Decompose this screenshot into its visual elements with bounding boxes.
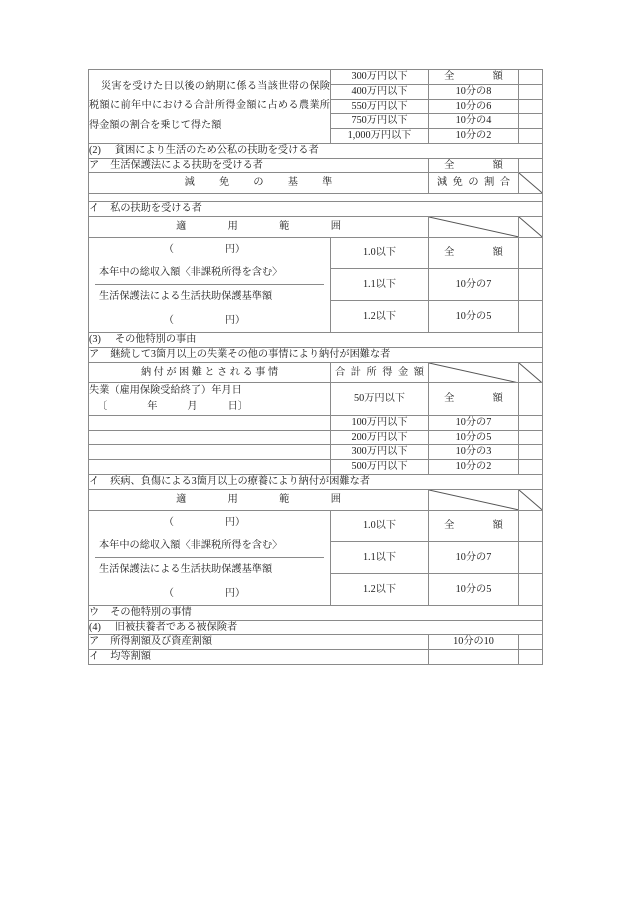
diagonal-slash-cell: [519, 216, 543, 237]
unemployment-line1: 失業（雇用保険受給終了）年月日: [89, 385, 242, 397]
fraction-denominator-label: 生活保護法による生活扶助保護基準額: [99, 291, 273, 303]
section4-item-a-rate: 10分の10: [429, 635, 519, 650]
section4-item-a: ア 所得割額及び資産割額: [89, 635, 429, 650]
section4-note-cell: [519, 635, 543, 650]
section4-item-i-rate: [429, 650, 519, 665]
separator-cell: [89, 194, 543, 202]
section1-note-cell: [519, 84, 543, 99]
table-row: [89, 635, 543, 650]
table-row: [89, 489, 543, 510]
section3-note-cell: [519, 510, 543, 542]
section3-bracket: 300万円以下: [331, 445, 429, 460]
section4-note-cell: [519, 650, 543, 665]
fraction-denominator-amount: （ 円）: [163, 587, 246, 599]
section1-rate: 10分の4: [429, 114, 519, 129]
section1-note-cell: [519, 99, 543, 114]
section2-note-cell: [519, 237, 543, 269]
diagonal-slash-cell: [429, 362, 519, 383]
section1-note-cell: [519, 114, 543, 129]
section3-write-line: [89, 445, 331, 460]
section1-rate: 10分の6: [429, 99, 519, 114]
section3-rate: 10分の3: [429, 445, 519, 460]
section3-rate2: 10分の5: [429, 574, 519, 606]
section3-note-cell: [519, 383, 543, 416]
table-row: [89, 445, 543, 460]
table-row: [89, 430, 543, 445]
table-row: [89, 510, 543, 542]
section2-rate: 10分の5: [429, 301, 519, 333]
section2-item-a: ア 生活保護法による扶助を受ける者: [89, 158, 429, 173]
section2-heading: (2) 貧困により生活のため公私の扶助を受ける者: [89, 143, 543, 158]
section3-rate: 10分の5: [429, 430, 519, 445]
section2-bracket: 1.2以下: [331, 301, 429, 333]
diagonal-slash-cell: [429, 489, 519, 510]
section1-bracket: 750万円以下: [331, 114, 429, 129]
section1-bracket: 1,000万円以下: [331, 129, 429, 144]
section3-income-header: 合 計 所 得 金 額: [331, 362, 429, 383]
section3-heading-row: [89, 333, 543, 348]
section4-item-i: イ 均等割額: [89, 650, 429, 665]
section1-rate: 10分の8: [429, 84, 519, 99]
section3-item-u: ウ その他特別の事情: [89, 605, 543, 620]
fraction-numerator-amount: （ 円）: [163, 516, 246, 528]
section3-rate: 10分の2: [429, 460, 519, 475]
unemployment-date-line: 〔 年 月 日〕: [97, 401, 248, 413]
section2-range-header: 適 用 範 囲: [89, 216, 429, 237]
diagonal-slash-cell: [519, 489, 543, 510]
section3-unemployment-cell: [89, 383, 331, 416]
section3-note-cell: [519, 415, 543, 430]
table-row: [89, 70, 543, 85]
section2-rate: 全 額: [429, 237, 519, 269]
section3-note-cell: [519, 460, 543, 475]
section2-note-cell: [519, 158, 543, 173]
section2-item-a-rate: 全 額: [429, 158, 519, 173]
section2-fraction: [89, 237, 331, 332]
section3-write-line: [89, 430, 331, 445]
fraction-numerator-amount: （ 円）: [163, 243, 246, 255]
fraction-numerator-label: 本年中の総収入額〈非課税所得を含む〉: [99, 539, 283, 551]
section3-write-line: [89, 460, 331, 475]
section3-rate2: 全 額: [429, 510, 519, 542]
section1-bracket: 550万円以下: [331, 99, 429, 114]
reduction-criteria-table: [88, 69, 543, 665]
section3-fraction: [89, 510, 331, 605]
section2-bracket: 1.0以下: [331, 237, 429, 269]
section3-bracket2: 1.0以下: [331, 510, 429, 542]
block-separator: [89, 194, 543, 202]
table-row: [89, 460, 543, 475]
section2-rate: 10分の7: [429, 269, 519, 301]
section3-item-u-row: [89, 605, 543, 620]
section1-body-text: 災害を受けた日以後の納期に係る当該世帯の保険税額に前年中における合計所得金額に占める農業所得金額の割合を乗じて得た額: [89, 70, 331, 144]
section3-bracket: 50万円以下: [331, 383, 429, 416]
section2-item-i: イ 私の扶助を受ける者: [89, 202, 543, 217]
section3-write-line: [89, 415, 331, 430]
diagonal-slash-cell: [429, 216, 519, 237]
section3-note-cell: [519, 574, 543, 606]
fraction-denominator-amount: （ 円）: [163, 314, 246, 326]
section3-item-i: イ 疾病、負傷による3箇月以上の療養により納付が困難な者: [89, 475, 543, 490]
section3-rate2: 10分の7: [429, 542, 519, 574]
section2-heading-row: [89, 143, 543, 158]
section2-bracket: 1.1以下: [331, 269, 429, 301]
table-row: [89, 383, 543, 416]
section1-rate: 全 額: [429, 70, 519, 85]
diagonal-slash-cell: [519, 362, 543, 383]
table-row: [89, 158, 543, 173]
fraction-numerator-label: 本年中の総収入額〈非課税所得を含む〉: [99, 267, 283, 278]
section4-heading-row: [89, 620, 543, 635]
section3-bracket2: 1.2以下: [331, 574, 429, 606]
section3-reason-header: 納付が困難とされる事情: [89, 362, 331, 383]
section3-note-cell: [519, 445, 543, 460]
section3-range-header: 適 用 範 囲: [89, 489, 429, 510]
table-row: [89, 216, 543, 237]
section1-note-cell: [519, 129, 543, 144]
section2-note-cell: [519, 269, 543, 301]
section1-note-cell: [519, 70, 543, 85]
section3-rate: 全 額: [429, 383, 519, 416]
table-row: [89, 650, 543, 665]
table-row: [89, 362, 543, 383]
section3-bracket: 100万円以下: [331, 415, 429, 430]
section3-note-cell: [519, 430, 543, 445]
diagonal-slash-cell: [519, 173, 543, 194]
section3-item-a-row: [89, 347, 543, 362]
section3-bracket2: 1.1以下: [331, 542, 429, 574]
section3-bracket: 500万円以下: [331, 460, 429, 475]
table-row: [89, 415, 543, 430]
fraction-denominator-label: 生活保護法による生活扶助保護基準額: [99, 564, 273, 576]
section2-note-cell: [519, 301, 543, 333]
section3-item-a: ア 継続して3箇月以上の失業その他の事情により納付が困難な者: [89, 347, 543, 362]
section1-rate: 10分の2: [429, 129, 519, 144]
section4-heading: (4) 旧被扶養者である被保険者: [89, 620, 543, 635]
section2-criteria-header: 減 免 の 基 準: [89, 173, 429, 194]
section3-item-i-row: [89, 475, 543, 490]
section1-bracket: 400万円以下: [331, 84, 429, 99]
section3-heading: (3) その他特別の事由: [89, 333, 543, 348]
section3-note-cell: [519, 542, 543, 574]
table-row: [89, 237, 543, 269]
section1-bracket: 300万円以下: [331, 70, 429, 85]
section2-rate-header: 減 免 の 割 合: [429, 173, 519, 194]
table-row: [89, 173, 543, 194]
section2-item-i-row: [89, 202, 543, 217]
section3-bracket: 200万円以下: [331, 430, 429, 445]
section3-rate: 10分の7: [429, 415, 519, 430]
